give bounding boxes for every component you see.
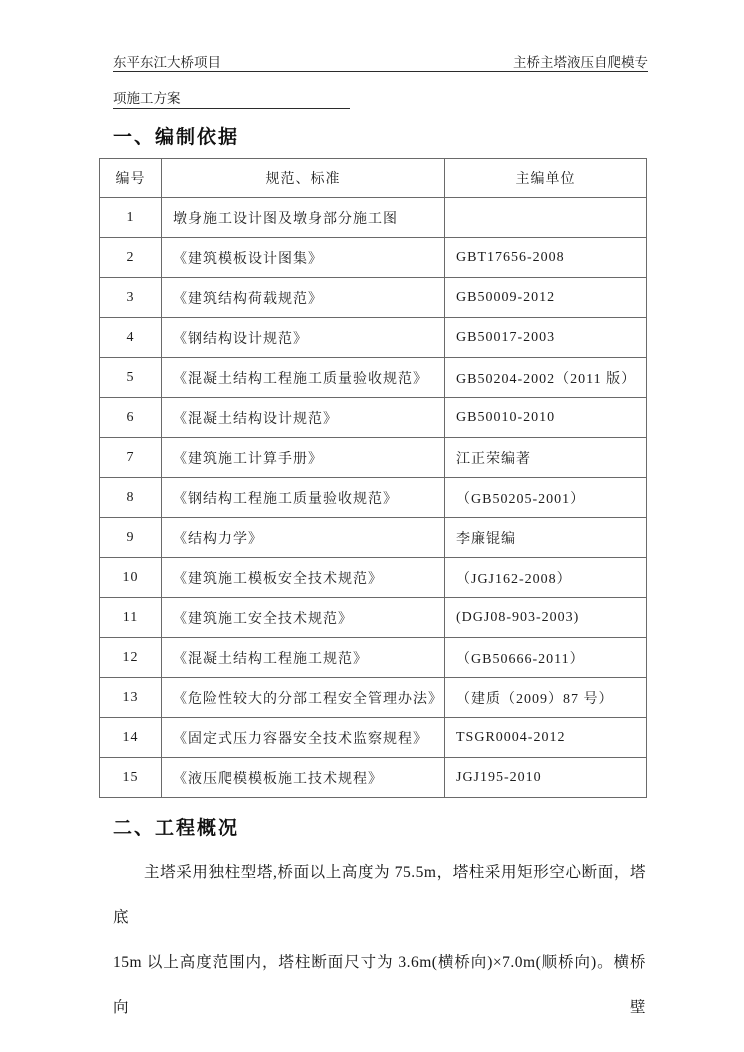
- row-standard: 《建筑模板设计图集》: [162, 238, 445, 278]
- table-row: [100, 478, 647, 518]
- row-unit: （JGJ162-2008）: [445, 558, 647, 598]
- row-unit: [445, 198, 647, 238]
- page-header-line1: [113, 50, 648, 72]
- row-unit: （建质（2009）87 号）: [445, 678, 647, 718]
- row-unit: GB50010-2010: [445, 398, 647, 438]
- row-standard: 《钢结构设计规范》: [162, 318, 445, 358]
- row-standard: 《钢结构工程施工质量验收规范》: [162, 478, 445, 518]
- row-unit: GB50017-2003: [445, 318, 647, 358]
- paragraph-line: 主塔采用独柱型塔,桥面以上高度为 75.5m，塔柱采用矩形空心断面，塔底: [113, 864, 646, 926]
- row-unit: (DGJ08-903-2003): [445, 598, 647, 638]
- row-no: 2: [100, 238, 162, 278]
- row-unit: 江正荣编著: [445, 438, 647, 478]
- row-no: 7: [100, 438, 162, 478]
- table-row: [100, 518, 647, 558]
- table-row: [100, 278, 647, 318]
- paragraph-line: 15m 以上高度范围内，塔柱断面尺寸为 3.6m(横桥向)×7.0m(顺桥向)。横桥向壁: [113, 954, 646, 1016]
- table-row: [100, 678, 647, 718]
- document-page: [99, 50, 648, 1030]
- row-no: 3: [100, 278, 162, 318]
- page-header-line2: [113, 87, 350, 109]
- table-row: [100, 238, 647, 278]
- row-unit: JGJ195-2010: [445, 758, 647, 798]
- row-no: 5: [100, 358, 162, 398]
- header-doc-title-part1: 主桥主塔液压自爬模专: [513, 55, 648, 70]
- row-unit: GB50204-2002（2011 版）: [445, 358, 647, 398]
- table-row: [100, 318, 647, 358]
- table-header-row: [100, 159, 647, 198]
- table-row: [100, 638, 647, 678]
- table-row: [100, 358, 647, 398]
- section2-paragraph: [113, 850, 646, 1030]
- table-row: [100, 758, 647, 798]
- row-unit: TSGR0004-2012: [445, 718, 647, 758]
- row-no: 4: [100, 318, 162, 358]
- row-standard: 《建筑施工安全技术规范》: [162, 598, 445, 638]
- row-standard: 《混凝土结构工程施工规范》: [162, 638, 445, 678]
- row-unit: （GB50666-2011）: [445, 638, 647, 678]
- row-no: 13: [100, 678, 162, 718]
- row-unit: （GB50205-2001）: [445, 478, 647, 518]
- row-standard: 《建筑结构荷载规范》: [162, 278, 445, 318]
- col-header-no: 编号: [100, 159, 162, 198]
- table-row: [100, 198, 647, 238]
- row-no: 9: [100, 518, 162, 558]
- row-standard: 《建筑施工模板安全技术规范》: [162, 558, 445, 598]
- table-row: [100, 718, 647, 758]
- row-unit: GB50009-2012: [445, 278, 647, 318]
- row-no: 14: [100, 718, 162, 758]
- table-row: [100, 438, 647, 478]
- row-standard: 《危险性较大的分部工程安全管理办法》: [162, 678, 445, 718]
- row-standard: 《建筑施工计算手册》: [162, 438, 445, 478]
- header-project-name: 东平东江大桥项目: [113, 55, 221, 70]
- row-unit: 李廉锟编: [445, 518, 647, 558]
- row-no: 12: [100, 638, 162, 678]
- row-standard: 《固定式压力容器安全技术监察规程》: [162, 718, 445, 758]
- standards-table: [99, 158, 647, 798]
- row-no: 10: [100, 558, 162, 598]
- row-standard: 《混凝土结构工程施工质量验收规范》: [162, 358, 445, 398]
- row-no: 6: [100, 398, 162, 438]
- table-row: [100, 598, 647, 638]
- col-header-unit: 主编单位: [445, 159, 647, 198]
- section2-title: 二、工程概况: [113, 818, 240, 839]
- row-standard: 《混凝土结构设计规范》: [162, 398, 445, 438]
- table-row: [100, 558, 647, 598]
- header-doc-title-part2: 项施工方案: [113, 91, 181, 106]
- row-standard: 《结构力学》: [162, 518, 445, 558]
- col-header-standard: 规范、标准: [162, 159, 445, 198]
- row-standard: 《液压爬模模板施工技术规程》: [162, 758, 445, 798]
- row-unit: GBT17656-2008: [445, 238, 647, 278]
- table-row: [100, 398, 647, 438]
- row-no: 8: [100, 478, 162, 518]
- section1-title: 一、编制依据: [113, 127, 240, 148]
- row-no: 1: [100, 198, 162, 238]
- row-standard: 墩身施工设计图及墩身部分施工图: [162, 198, 445, 238]
- row-no: 15: [100, 758, 162, 798]
- row-no: 11: [100, 598, 162, 638]
